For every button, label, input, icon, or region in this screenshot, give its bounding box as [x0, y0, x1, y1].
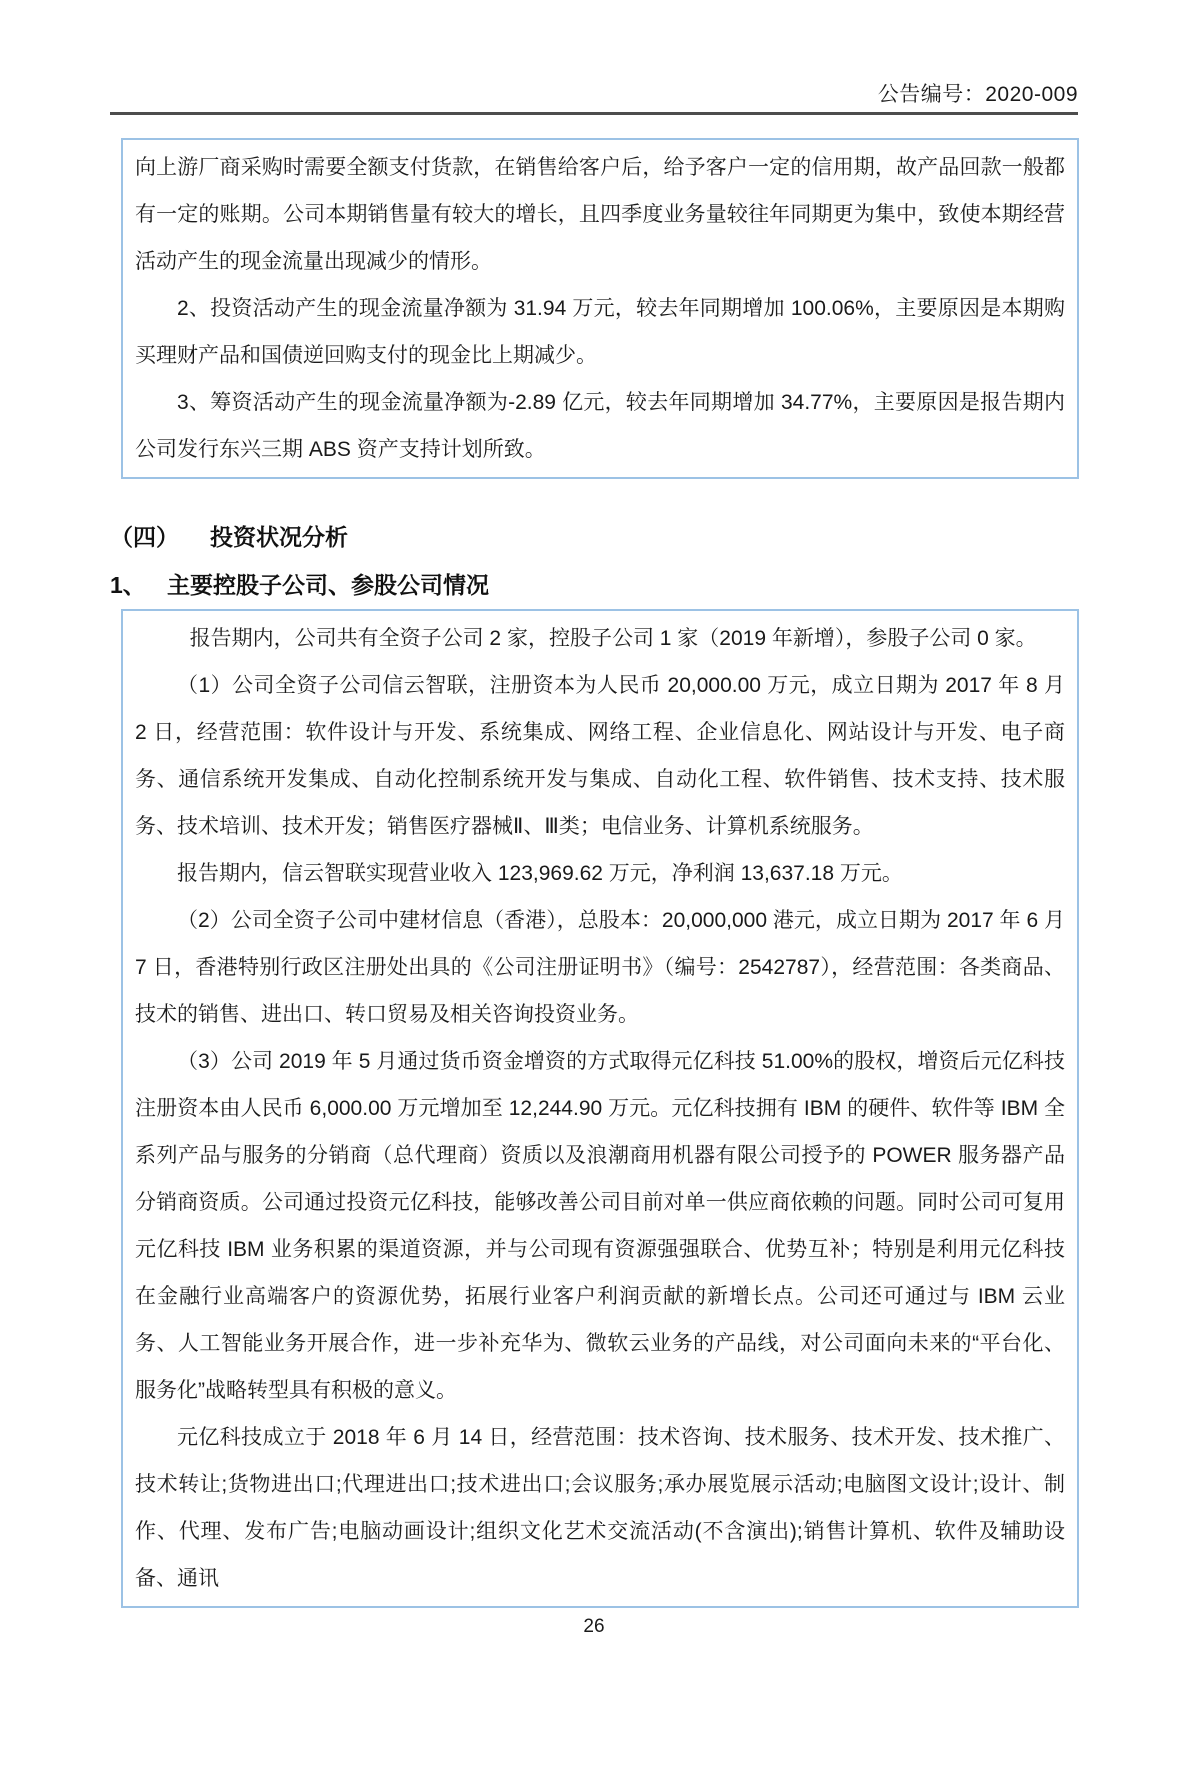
section-number: （四） — [110, 524, 179, 550]
subsection-title: 主要控股子公司、参股公司情况 — [167, 572, 489, 598]
subsection-heading-subsidiaries — [110, 569, 1078, 601]
paragraph: 2、投资活动产生的现金流量净额为 31.94 万元，较去年同期增加 100.06%，主要原因是本期购买理财产品和国债逆回购支付的现金比上期减少。 — [135, 297, 1065, 367]
paragraph: 向上游厂商采购时需要全额支付货款，在销售给客户后，给予客户一定的信用期，故产品回款一般都有一定的账期。公司本期销售量有较大的增长，且四季度业务量较往年同期更为集中，致使本期经营活动产生的现金流量出现减少的情形。 — [135, 156, 1065, 273]
report-page — [0, 82, 1200, 1639]
paragraph: 报告期内，公司共有全资子公司 2 家，控股子公司 1 家（2019 年新增），参股子公司 0 家。 — [189, 627, 1037, 650]
paragraph: （2）公司全资子公司中建材信息（香港），总股本：20,000,000 港元，成立日期为 2017 年 6 月 7 日，香港特别行政区注册处出具的《公司注册证明书》（编号：2542787），经营范围：各类商品、技术的销售、进出口、转口贸易及相关咨询投资业务。 — [135, 909, 1065, 1026]
subsidiaries-detail-box — [121, 609, 1079, 1608]
section-heading-investment-analysis — [110, 521, 1078, 553]
header-divider — [110, 112, 1078, 115]
paragraph: 3、筹资活动产生的现金流量净额为-2.89 亿元，较去年同期增加 34.77%，主要原因是报告期内公司发行东兴三期 ABS 资产支持计划所致。 — [135, 391, 1065, 461]
page-number: 26 — [583, 1616, 605, 1637]
subsection-number: 1、 — [110, 572, 146, 598]
paragraph: 报告期内，信云智联实现营业收入 123,969.62 万元，净利润 13,637.18 万元。 — [177, 862, 903, 885]
cash-flow-analysis-box — [121, 138, 1079, 479]
announcement-number: 公告编号：2020-009 — [877, 83, 1078, 106]
paragraph: （1）公司全资子公司信云智联，注册资本为人民币 20,000.00 万元，成立日期为 2017 年 8 月 2 日，经营范围：软件设计与开发、系统集成、网络工程、企业信息化、网站设计与开发、电子商务、通信系统开发集成、自动化控制系统开发与集成、自动化工程、软件销售、技术支持、技术服务、技术培训、技术开发；销售医疗器械Ⅱ、Ⅲ类；电信业务、计算机系统服务。 — [135, 674, 1065, 838]
paragraph: 元亿科技成立于 2018 年 6 月 14 日，经营范围：技术咨询、技术服务、技术开发、技术推广、技术转让;货物进出口;代理进出口;技术进出口;会议服务;承办展览展示活动;电脑图文设计;设计、制作、代理、发布广告;电脑动画设计;组织文化艺术交流活动(不含演出);销售计算机、软件及辅助设备、通讯 — [135, 1426, 1065, 1590]
section-title: 投资状况分析 — [210, 524, 348, 550]
paragraph: （3）公司 2019 年 5 月通过货币资金增资的方式取得元亿科技 51.00%的股权，增资后元亿科技注册资本由人民币 6,000.00 万元增加至 12,244.90 万元。元亿科技拥有 IBM 的硬件、软件等 IBM 全系列产品与服务的分销商（总代理商）资质以及浪潮商用机器有限公司授予的 POWER 服务器产品分销商资质。公司通过投资元亿科技，能够改善公司目前对单一供应商依赖的问题。同时公司可复用元亿科技 IBM 业务积累的渠道资源，并与公司现有资源强强联合、优势互补；特别是利用元亿科技在金融行业高端客户的资源优势，拓展行业客户利润贡献的新增长点。公司还可通过与 IBM 云业务、人工智能业务开展合作，进一步补充华为、微软云业务的产品线，对公司面向未来的“平台化、服务化”战略转型具有积极的意义。 — [135, 1050, 1065, 1402]
